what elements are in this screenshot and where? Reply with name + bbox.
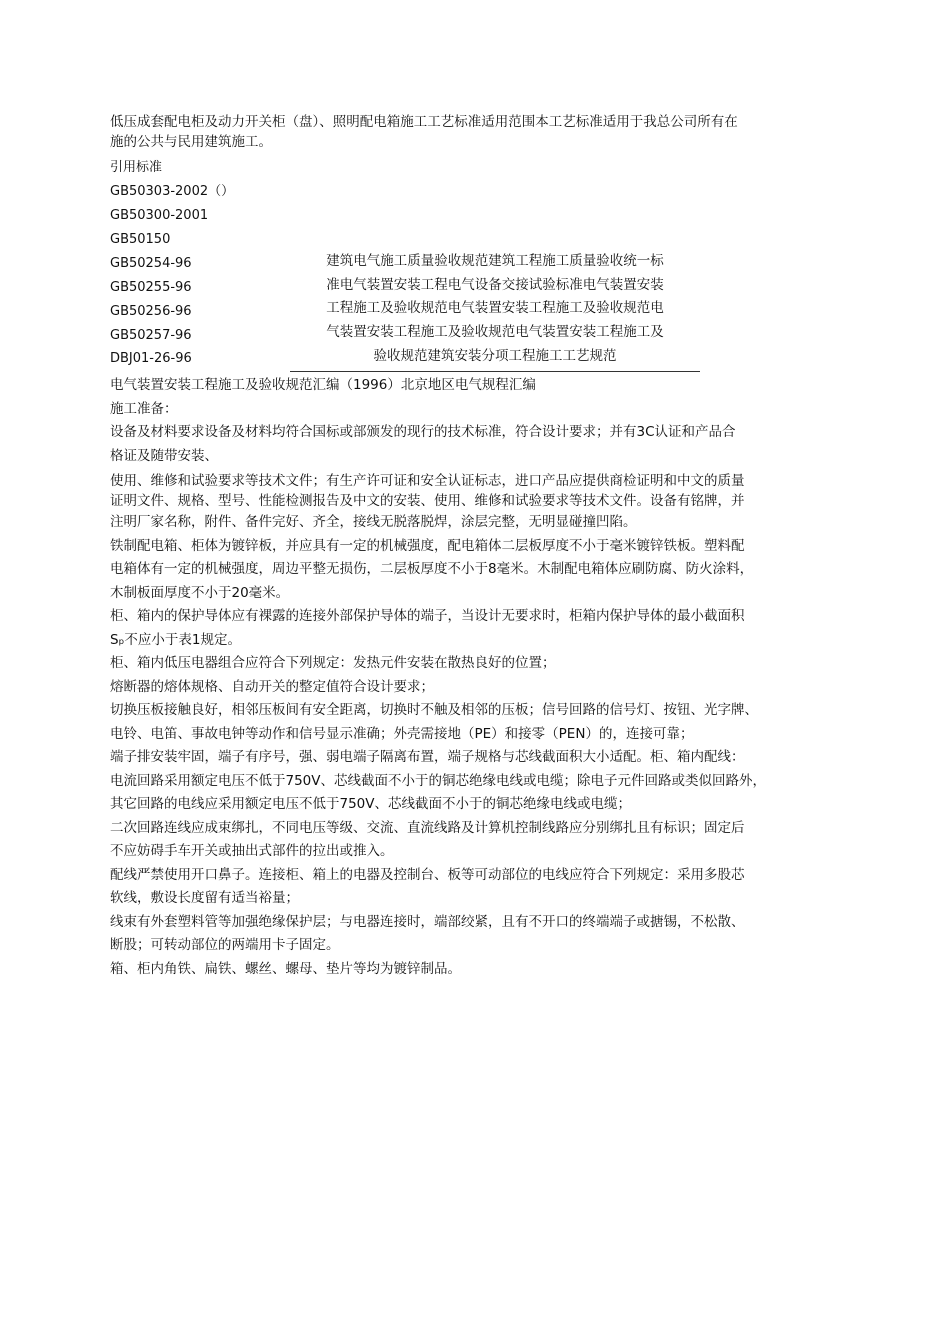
- standards-names-line: 准电气装置安装工程电气设备交接试验标准电气装置安装: [326, 276, 664, 293]
- intro-line: 施的公共与民用建筑施工。: [110, 134, 272, 150]
- text-line: 格证及随带安装、: [110, 447, 218, 464]
- text-line: 熔断器的熔体规格、自动开关的整定值符合设计要求；: [110, 678, 434, 695]
- text-line: 设备及材料要求设备及材料均符合国标或部颁发的现行的技术标准，符合设计要求；并有3C认证和产品合: [110, 424, 736, 440]
- standard-code: GB50257-96: [110, 328, 192, 343]
- text-line: 铁制配电箱、柜体为镀锌板，并应具有一定的机械强度，配电箱体二层板厚度不小于毫米镀锌铁板。塑料配: [110, 537, 745, 554]
- standards-names-line: 验收规范建筑安装分项工程施工工艺规范: [373, 347, 617, 364]
- standards-names-block: [290, 250, 700, 372]
- intro-paragraph: [110, 112, 875, 152]
- text-line: 证明文件、规格、型号、性能检测报告及中文的安装、使用、维修和试验要求等技术文件。设备有铭牌，并: [110, 493, 745, 509]
- standard-code: GB50150: [110, 232, 171, 247]
- standards-names-line: 建筑电气施工质量验收规范建筑工程施工质量验收统一标: [326, 253, 664, 269]
- refs-heading: 引用标准: [110, 160, 163, 175]
- text-line: 切换压板接触良好，相邻压板间有安全距离，切换时不触及相邻的压板；信号回路的信号灯、按钮、光字牌、: [110, 702, 758, 718]
- text-line: 电铃、电笛、事故电钟等动作和信号显示准确；外壳需接地（PE）和接零（PEN）的，连接可靠；: [110, 725, 694, 742]
- text-line: 箱、柜内角铁、扁铁、螺丝、螺母、垫片等均为镀锌制品。: [110, 960, 461, 977]
- intro-line: 低压成套配电柜及动力开关柜（盘）、照明配电箱施工工艺标准适用范围本工艺标准适用于我总公司所有在: [110, 114, 738, 130]
- text-line: 不应妨碍手车开关或抽出式部件的拉出或推入。: [110, 843, 394, 859]
- text-line: 配线严禁使用开口鼻子。连接柜、箱上的电器及控制台、板等可动部位的电线应符合下列规定：采用多股芯: [110, 866, 745, 883]
- standard-code: GB50254-96: [110, 256, 192, 271]
- standard-code: GB50255-96: [110, 280, 192, 295]
- text-line: 木制板面厚度不小于20毫米。: [110, 584, 290, 601]
- standard-code: GB50300-2001: [110, 208, 209, 223]
- text-line: 柜、箱内低压电器组合应符合下列规定：发热元件安装在散热良好的位置；: [110, 655, 556, 671]
- text-line: 端子排安装牢固，端子有序号，强、弱电端子隔离布置，端子规格与芯线截面积大小适配。柜、箱内配线：: [110, 749, 745, 765]
- standards-names-line: 气装置安装工程施工及验收规范电气装置安装工程施工及: [326, 324, 664, 341]
- standard-code: DBJ01-26-96: [110, 351, 192, 366]
- text-line: 线束有外套塑料管等加强绝缘保护层；与电器连接时，端部绞紧，且有不开口的终端端子或搪锡，不松散、: [110, 913, 745, 930]
- standards-names-line: 工程施工及验收规范电气装置安装工程施工及验收规范电: [326, 300, 664, 317]
- text-line: 柜、箱内的保护导体应有裸露的连接外部保护导体的端子，当设计无要求时，柜箱内保护导体的最小截面积: [110, 608, 745, 624]
- standard-code: GB50303-2002（）: [110, 184, 235, 199]
- text-line: 电气装置安装工程施工及验收规范汇编（1996）北京地区电气规程汇编: [110, 377, 536, 393]
- text-line: 二次回路连线应成束绑扎，不同电压等级、交流、直流线路及计算机控制线路应分别绑扎且有标识；固定后: [110, 819, 745, 836]
- text-line: 断股；可转动部位的两端用卡子固定。: [110, 937, 340, 953]
- text-line: 软线，敷设长度留有适当裕量；: [110, 890, 299, 906]
- standard-code: GB50256-96: [110, 304, 192, 319]
- text-line: Sₚ不应小于表1规定。: [110, 631, 241, 648]
- text-line: 注明厂家名称，附件、备件完好、齐全，接线无脱落脱焊，涂层完整，无明显碰撞凹陷。: [110, 514, 637, 530]
- text-line: 电箱体有一定的机械强度，周边平整无损伤，二层板厚度不小于8毫米。木制配电箱体应刷防腐、防火涂料，: [110, 561, 754, 577]
- text-line: 施工准备：: [110, 400, 178, 417]
- text-line: 使用、维修和试验要求等技术文件；有生产许可证和安全认证标志，进口产品应提供商检证明和中文的质量: [110, 473, 745, 489]
- body-text: [110, 374, 875, 981]
- text-line: 电流回路采用额定电压不低于750V、芯线截面不小于的铜芯绝缘电线或电缆；除电子元件回路或类似回路外，: [110, 772, 767, 789]
- text-line: 其它回路的电线应采用额定电压不低于750V、芯线截面不小于的铜芯绝缘电线或电缆；: [110, 796, 632, 812]
